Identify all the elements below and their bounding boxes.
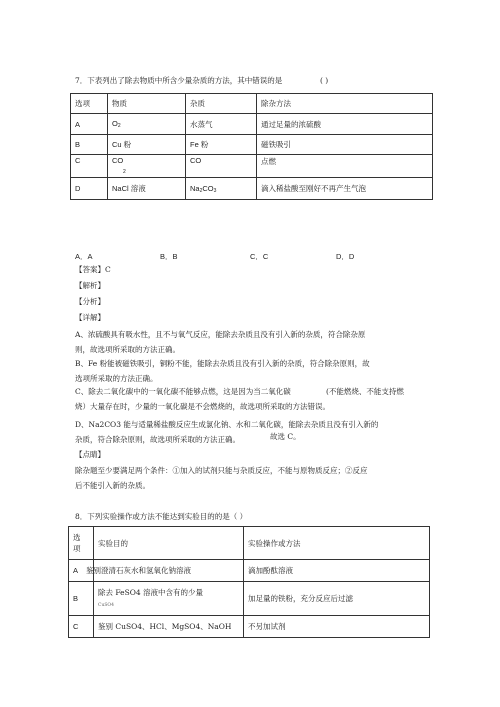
choice-d: D．D <box>336 252 355 261</box>
row-method: 不另加试剂 <box>244 616 430 638</box>
table-header-row <box>71 94 433 114</box>
row-substance: $O_2$ <box>108 114 186 135</box>
row-option: C <box>69 616 94 638</box>
row-option: C <box>71 155 108 178</box>
answer-label: 【答案】C <box>75 265 111 274</box>
choice-b: B．B <box>160 252 178 261</box>
explanation-c-line1: C、除去二氧化碳中的一氧化碳不能够点燃，这是因为当二氧化碳 <box>75 387 291 396</box>
row-method: 通过足量的浓硫酸 <box>257 114 433 135</box>
table-row <box>71 178 433 200</box>
final-answer: 故选 C。 <box>270 432 301 441</box>
row-method: 滴入稀盐酸至刚好不再产生气泡 <box>257 178 433 200</box>
q7-stem: 7．下表列出了除去物质中所含少量杂质的方法，其中错误的是 <box>75 76 283 85</box>
explanation-b: B、Fe 粉能被磁铁吸引，铜粉不能，能除去杂质且没有引入新的杂质，符合除杂原则，故选项所采取的方法正确。 <box>75 359 370 383</box>
row-purpose: 鉴别 CuSO4、HCl、MgSO4、NaOH <box>94 616 244 638</box>
row-option: A <box>69 560 94 582</box>
row-method: 加足量的铁粉，充分反应后过滤 <box>244 582 430 616</box>
table-header-row <box>69 527 430 560</box>
row-impurity: $Na_2CO_3$ <box>186 178 257 200</box>
row-option: D <box>71 178 108 200</box>
xiangjie-label: 【详解】 <box>75 313 105 322</box>
row-purpose: 鉴别澄清石灰水和氢氧化钠溶液 <box>94 560 244 582</box>
row-substance: NaCl 溶液 <box>108 178 186 200</box>
summary-line2: 后不能引入新的杂质。 <box>75 481 150 490</box>
header-purpose: 实验目的 <box>94 527 244 560</box>
choice-a: A．A <box>75 252 93 261</box>
analysis-label: 【解析】 <box>75 281 105 290</box>
header-method: 实验操作或方法 <box>244 527 430 560</box>
row-method: 滴加酚酞溶液 <box>244 560 430 582</box>
table-row <box>71 135 433 155</box>
choice-c: C．C <box>250 252 269 261</box>
header-method: 除杂方法 <box>257 94 433 114</box>
dianjing-label: 【点睛】 <box>75 450 105 459</box>
q8-stem: 8．下列实验操作或方法不能达到实验目的的是（ ） <box>75 512 248 521</box>
row-substance: Cu 粉 <box>108 135 186 155</box>
header-option: 选 项 <box>69 527 94 560</box>
row-method: 点燃 <box>257 155 433 178</box>
row-method: 磁铁吸引 <box>257 135 433 155</box>
row-impurity: Fe 粉 <box>186 135 257 155</box>
row-option: B <box>71 135 108 155</box>
row-impurity: 水蒸气 <box>186 114 257 135</box>
row-substance: CO $_2$ <box>108 155 186 178</box>
table-row <box>69 616 430 638</box>
row-impurity: CO <box>186 155 257 178</box>
header-impurity: 杂质 <box>186 94 257 114</box>
row-option: B <box>69 582 94 616</box>
header-substance: 物质 <box>108 94 186 114</box>
table-row <box>71 114 433 135</box>
explanation-c-paren: (不能燃烧、不能支持燃 <box>326 387 404 396</box>
header-option: 选项 <box>71 94 108 114</box>
summary-line1: 除杂题至少要满足两个条件：①加入的试剂只能与杂质反应，不能与原物质反应；②反应 <box>75 466 368 475</box>
row-option: A <box>71 114 108 135</box>
fenxi-label: 【分析】 <box>75 297 105 306</box>
explanation-c-line2: 烧）大量存在时，少量的一氧化碳是不会燃烧的，故选项所采取的方法错误。 <box>75 402 330 411</box>
explanation-d: D、Na2CO3 能与适量稀盐酸反应生成氯化钠、水和二氧化碳，能除去杂质且没有引入新的杂质，符合除杂原则，故选项所采取的方法正确。 <box>75 420 379 444</box>
row-purpose: 除去 FeSO4 溶液中含有的少量 CuSO4 <box>94 582 244 616</box>
table-row <box>69 560 430 582</box>
table-row <box>71 155 433 178</box>
q7-table <box>70 93 433 200</box>
table-row <box>69 582 430 616</box>
q7-answer-blank: ( ) <box>320 76 329 85</box>
explanation-a: A、浓硫酸具有吸水性，且不与氧气反应，能除去杂质且没有引入新的杂质，符合除杂原则，故选项所采取的方法正确。 <box>75 330 366 354</box>
q8-table <box>68 526 430 638</box>
